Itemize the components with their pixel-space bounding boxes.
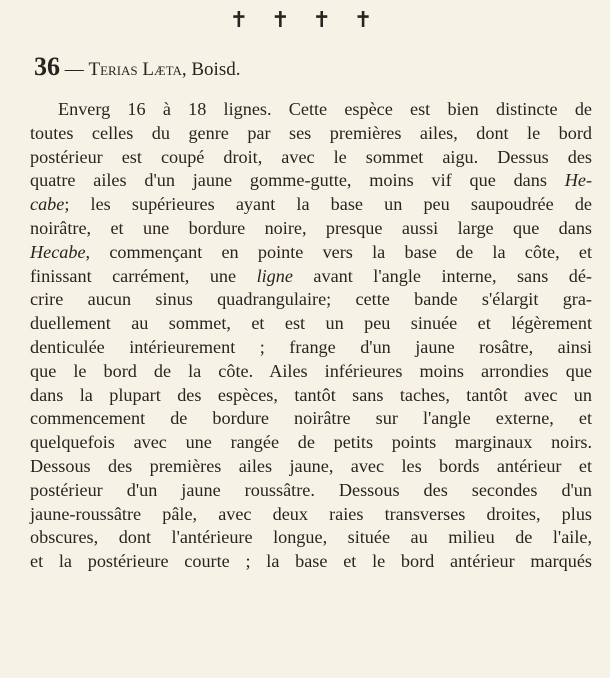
text-line: denticulée intérieurement ; frange d'un jaune rosâtre, ainsi <box>30 336 592 357</box>
text-line: noirâtre, et une bordure noire, presque aussi large que dans <box>30 217 592 238</box>
text-line: que le bord de la côte. Ailes inférieures moins arrondies que <box>30 360 592 381</box>
heading-separator: , <box>181 59 192 80</box>
text-line: duellement au sommet, et est un peu sinuée et légèrement <box>30 313 592 334</box>
description-paragraph <box>30 98 592 574</box>
author-name: Boisd. <box>191 59 241 80</box>
text-line: cabe; les supérieures ayant la base un peu saupoudrée de <box>30 194 592 215</box>
text-line: Hecabe, commençant en pointe vers la base de la côte, et <box>30 241 592 262</box>
genus-name: Terias <box>88 59 138 80</box>
crosses-ornament: ✝ ✝ ✝ ✝ <box>229 8 381 33</box>
text-line: Enverg 16 à 18 lignes. Cette espèce est bien distincte de <box>58 99 592 119</box>
text-line: jaune-roussâtre pâle, avec deux raies transverses droites, plus <box>30 503 592 524</box>
heading-dash: — <box>60 59 89 80</box>
text-line: commencement de bordure noirâtre sur l'angle externe, et <box>30 408 592 429</box>
text-line: crire aucun sinus quadrangulaire; cette bande s'élargit gra- <box>30 289 592 310</box>
species-name: Læta <box>142 59 182 80</box>
text-line: finissant carrément, une ligne avant l'angle interne, sans dé- <box>30 265 592 286</box>
text-line: obscures, dont l'antérieure longue, située au milieu de l'aile, <box>30 527 592 548</box>
text-line: postérieur est coupé droit, avec le sommet aigu. Dessus des <box>30 146 592 167</box>
text-line: Dessous des premières ailes jaune, avec les bords antérieur et <box>30 455 592 476</box>
text-line: quelquefois avec une rangée de petits points marginaux noirs. <box>30 432 592 453</box>
text-line: quatre ailes d'un jaune gomme-gutte, moins vif que dans He- <box>30 170 592 191</box>
text-line: dans la plupart des espèces, tantôt sans taches, tantôt avec un <box>30 384 592 405</box>
text-line: postérieur d'un jaune roussâtre. Dessous des secondes d'un <box>30 479 592 500</box>
text-line: et la postérieure courte ; la base et le bord antérieur marqués <box>30 551 592 572</box>
text-line: toutes celles du genre par ses premières ailes, dont le bord <box>30 122 592 143</box>
species-heading <box>34 52 240 82</box>
species-number: 36 <box>34 52 60 81</box>
